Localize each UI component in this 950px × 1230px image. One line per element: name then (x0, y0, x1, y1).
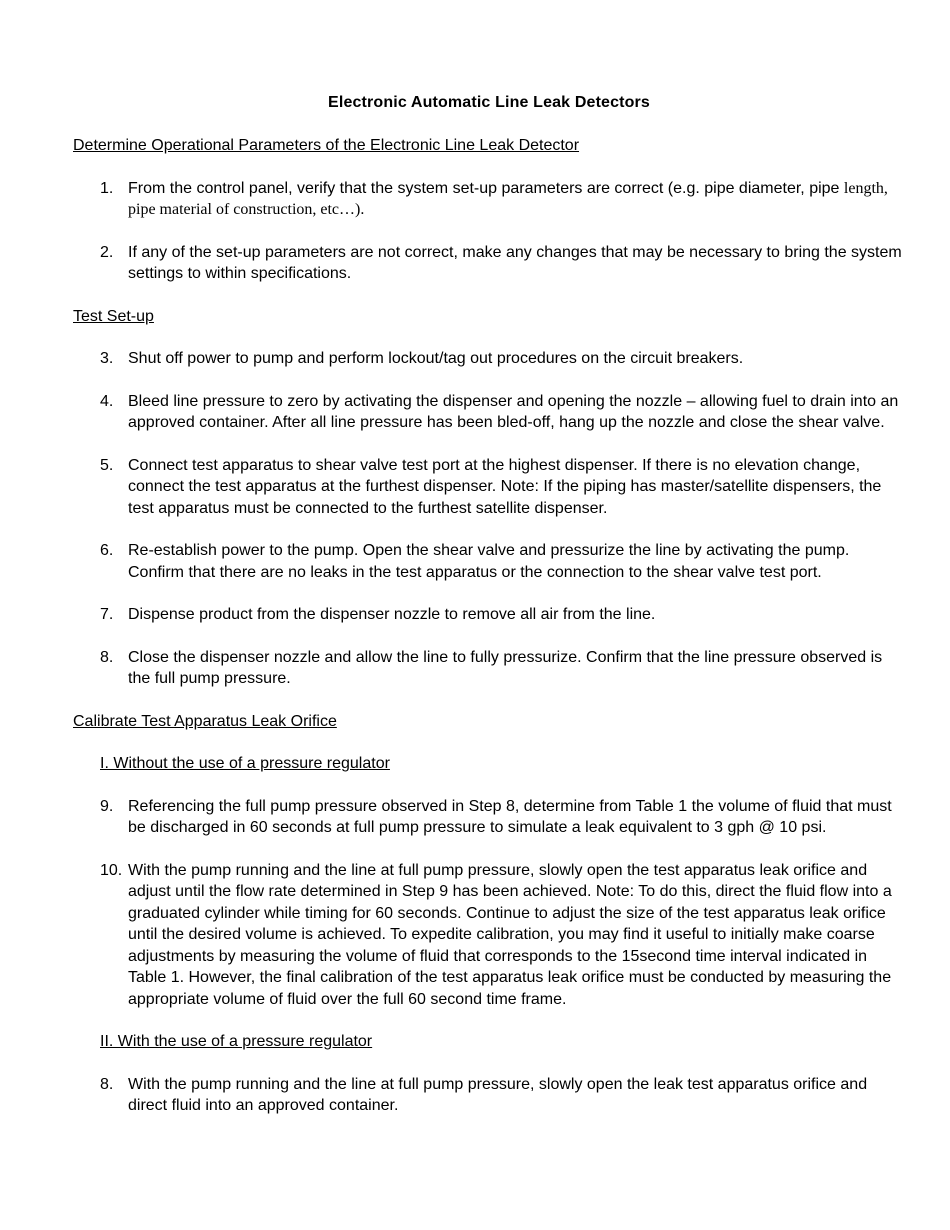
step-number: 4. (100, 392, 114, 410)
step-text (128, 178, 905, 221)
section-heading: Determine Operational Parameters of the Electronic Line Leak Detector (73, 137, 580, 154)
document-title: Electronic Automatic Line Leak Detectors (328, 94, 650, 111)
step-item (100, 348, 905, 370)
step-text: Connect test apparatus to shear valve test port at the highest dispenser. If there is no elevation change, connect the test apparatus at the furthest dispenser. Note: If the piping has master/satellite dispensers, the test apparatus must be connected to the furthest satellite dispenser. (128, 456, 882, 517)
step-item (100, 860, 905, 1011)
step-list (73, 178, 905, 285)
step-list (73, 348, 905, 690)
step-text: Bleed line pressure to zero by activating the dispenser and opening the nozzle – allowing fuel to drain into an approved container. After all line pressure has been bled-off, hang up the nozzle and close the shear valve. (128, 392, 899, 431)
step-text-part: From the control panel, verify that the system set-up parameters are correct (e.g. pipe diameter, pipe (128, 179, 844, 197)
step-item (100, 604, 905, 626)
step-item (100, 647, 905, 690)
step-number: 5. (100, 456, 114, 474)
subsection-with-regulator (73, 1031, 905, 1117)
step-number: 8. (100, 1075, 114, 1093)
step-text: Dispense product from the dispenser nozzle to remove all air from the line. (128, 606, 656, 623)
subsection-without-regulator (73, 753, 905, 1010)
step-list (73, 1074, 905, 1117)
section-calibrate-orifice (73, 711, 905, 1117)
step-number: 8. (100, 648, 114, 666)
section-heading: Calibrate Test Apparatus Leak Orifice (73, 712, 337, 730)
step-item (100, 796, 905, 839)
step-text: With the pump running and the line at full pump pressure, slowly open the leak test apparatus orifice and direct fluid into an approved container. (128, 1075, 868, 1114)
step-item (100, 540, 905, 583)
section-operational-parameters (73, 135, 905, 285)
document-body (73, 135, 905, 1138)
subsection-heading: II. With the use of a pressure regulator (100, 1033, 373, 1050)
section-heading: Test Set-up (73, 307, 154, 325)
step-number: 10. (100, 861, 123, 879)
step-item (100, 455, 905, 520)
step-number: 2. (100, 243, 114, 261)
step-text: If any of the set-up parameters are not correct, make any changes that may be necessary to bring the system settings to within specifications. (128, 243, 902, 282)
section-test-setup (73, 306, 905, 690)
step-text: Re-establish power to the pump. Open the shear valve and pressurize the line by activating the pump. Confirm that there are no leaks in the test apparatus or the connection to the shear valve test port. (128, 542, 850, 581)
step-text: Shut off power to pump and perform lockout/tag out procedures on the circuit breakers. (128, 350, 744, 367)
step-item (100, 242, 905, 285)
step-number: 9. (100, 797, 114, 815)
step-item (100, 178, 905, 221)
step-number: 7. (100, 606, 114, 623)
step-text: Referencing the full pump pressure observed in Step 8, determine from Table 1 the volume of fluid that must be discharged in 60 seconds at full pump pressure to simulate a leak equivalent to 3 gph @ 10 psi. (128, 797, 892, 836)
step-text: Close the dispenser nozzle and allow the line to fully pressurize. Confirm that the line pressure observed is the full pump pressure. (128, 648, 883, 687)
step-text: With the pump running and the line at full pump pressure, slowly open the test apparatus leak orifice and adjust until the flow rate determined in Step 9 has been achieved. Note: To do this, direct the fluid flow into a graduated cylinder while timing for 60 seconds. Continue to adjust the size of the test apparatus leak orifice until the desired volume is achieved. To expedite calibration, you may find it useful to initially make coarse adjustments by measuring the volume of fluid that corresponds to the 15second time interval indicated in Table 1. However, the final calibration of the test apparatus leak orifice must be conducted by measuring the appropriate volume of fluid over the full 60 second time frame. (128, 861, 892, 1008)
step-item (100, 1074, 905, 1117)
step-number: 3. (100, 350, 114, 367)
step-number: 6. (100, 542, 114, 559)
step-text-serif-part: length, pipe material of construction, etc…). (128, 179, 888, 218)
step-item (100, 391, 905, 434)
step-number: 1. (100, 179, 114, 197)
step-list (73, 796, 905, 1011)
subsection-heading: I. Without the use of a pressure regulator (100, 755, 390, 772)
